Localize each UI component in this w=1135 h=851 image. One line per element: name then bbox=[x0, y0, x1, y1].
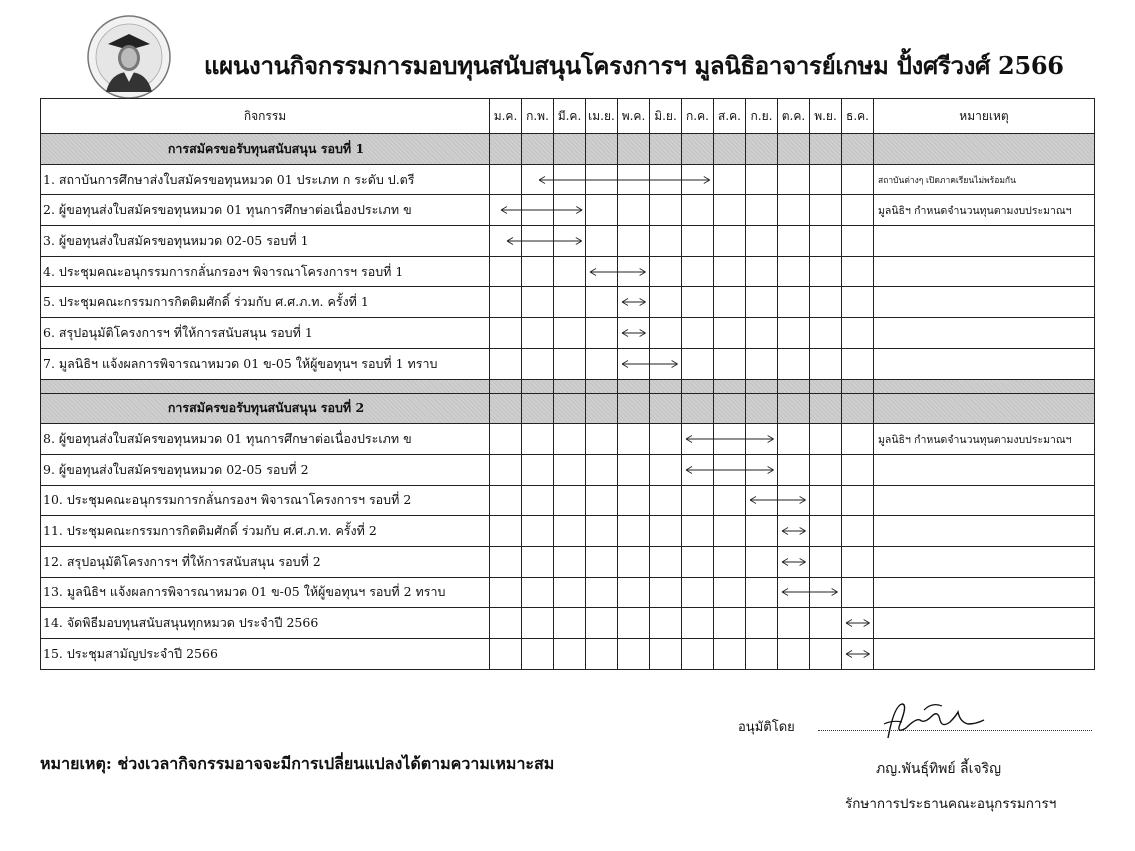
month-cell bbox=[714, 516, 746, 547]
month-header: มิ.ย. bbox=[650, 99, 682, 134]
month-cell bbox=[714, 164, 746, 195]
month-cell bbox=[746, 485, 778, 516]
section-title: การสมัครขอรับทุนสนับสนุน รอบที่ 2 bbox=[41, 393, 490, 424]
month-cell bbox=[650, 577, 682, 608]
month-cell bbox=[842, 256, 874, 287]
month-cell bbox=[586, 577, 618, 608]
month-cell bbox=[554, 195, 586, 226]
month-cell bbox=[490, 256, 522, 287]
gap-cell bbox=[650, 379, 682, 393]
month-cell bbox=[490, 639, 522, 670]
month-cell bbox=[522, 164, 554, 195]
month-cell bbox=[714, 577, 746, 608]
month-cell bbox=[714, 256, 746, 287]
month-cell bbox=[586, 393, 618, 424]
activity-column-header: กิจกรรม bbox=[41, 99, 490, 134]
month-cell bbox=[586, 134, 618, 165]
month-cell bbox=[586, 348, 618, 379]
month-cell bbox=[714, 546, 746, 577]
month-cell bbox=[842, 287, 874, 318]
month-cell bbox=[490, 546, 522, 577]
month-cell bbox=[778, 348, 810, 379]
month-cell bbox=[618, 195, 650, 226]
month-cell bbox=[522, 577, 554, 608]
month-cell bbox=[554, 516, 586, 547]
table-body bbox=[41, 134, 1095, 670]
month-cell bbox=[778, 256, 810, 287]
gap-cell bbox=[842, 379, 874, 393]
footnote-remark: หมายเหตุ: ช่วงเวลากิจกรรมอาจจะมีการเปลี่ยนแปลงได้ตามความเหมาะสม bbox=[40, 754, 555, 773]
month-cell bbox=[746, 454, 778, 485]
gap-cell bbox=[41, 379, 490, 393]
month-cell bbox=[842, 577, 874, 608]
month-cell bbox=[842, 393, 874, 424]
activity-label: 4. ประชุมคณะอนุกรรมการกลั่นกรองฯ พิจารณาโครงการฯ รอบที่ 1 bbox=[41, 256, 490, 287]
month-cell bbox=[682, 424, 714, 455]
month-cell bbox=[618, 256, 650, 287]
month-cell bbox=[810, 639, 842, 670]
month-cell bbox=[778, 393, 810, 424]
month-cell bbox=[586, 546, 618, 577]
signer-name: ภญ.พันธุ์ทิพย์ ลี้เจริญ bbox=[876, 761, 1002, 777]
remark-cell bbox=[874, 256, 1095, 287]
month-cell bbox=[618, 546, 650, 577]
month-cell bbox=[714, 485, 746, 516]
table-row bbox=[41, 424, 1095, 455]
month-cell bbox=[490, 348, 522, 379]
month-cell bbox=[618, 348, 650, 379]
month-cell bbox=[586, 164, 618, 195]
month-cell bbox=[746, 424, 778, 455]
month-header: ก.ย. bbox=[746, 99, 778, 134]
activity-label: 6. สรุปอนุมัติโครงการฯ ที่ให้การสนับสนุน รอบที่ 1 bbox=[41, 318, 490, 349]
month-cell bbox=[490, 485, 522, 516]
activity-label: 8. ผู้ขอทุนส่งใบสมัครขอทุนหมวด 01 ทุนการศึกษาต่อเนื่องประเภท ข bbox=[41, 424, 490, 455]
month-cell bbox=[522, 287, 554, 318]
table-row bbox=[41, 164, 1095, 195]
table-row bbox=[41, 287, 1095, 318]
month-header: ต.ค. bbox=[778, 99, 810, 134]
month-cell bbox=[522, 546, 554, 577]
month-cell bbox=[778, 164, 810, 195]
month-cell bbox=[778, 516, 810, 547]
month-cell bbox=[490, 516, 522, 547]
month-cell bbox=[618, 577, 650, 608]
month-header: ก.พ. bbox=[522, 99, 554, 134]
table-row bbox=[41, 226, 1095, 257]
month-cell bbox=[778, 454, 810, 485]
month-cell bbox=[650, 164, 682, 195]
month-cell bbox=[490, 608, 522, 639]
month-cell bbox=[522, 639, 554, 670]
month-cell bbox=[842, 424, 874, 455]
table-row bbox=[41, 348, 1095, 379]
activity-label: 12. สรุปอนุมัติโครงการฯ ที่ให้การสนับสนุน รอบที่ 2 bbox=[41, 546, 490, 577]
month-cell bbox=[586, 454, 618, 485]
approved-by-label: อนุมัติโดย bbox=[738, 720, 795, 735]
month-cell bbox=[554, 226, 586, 257]
month-cell bbox=[650, 639, 682, 670]
month-cell bbox=[554, 577, 586, 608]
month-cell bbox=[746, 195, 778, 226]
month-cell bbox=[618, 164, 650, 195]
month-cell bbox=[554, 393, 586, 424]
month-cell bbox=[618, 639, 650, 670]
month-cell bbox=[810, 164, 842, 195]
table-row bbox=[41, 195, 1095, 226]
remark-cell bbox=[874, 134, 1095, 165]
gap-cell bbox=[554, 379, 586, 393]
section-header-row bbox=[41, 393, 1095, 424]
month-cell bbox=[842, 516, 874, 547]
month-cell bbox=[842, 546, 874, 577]
month-cell bbox=[618, 287, 650, 318]
month-cell bbox=[522, 256, 554, 287]
month-cell bbox=[746, 318, 778, 349]
month-cell bbox=[586, 639, 618, 670]
month-cell bbox=[586, 516, 618, 547]
activity-label: 10. ประชุมคณะอนุกรรมการกลั่นกรองฯ พิจารณาโครงการฯ รอบที่ 2 bbox=[41, 485, 490, 516]
month-cell bbox=[650, 348, 682, 379]
activity-plan-table bbox=[40, 98, 1095, 670]
month-cell bbox=[618, 424, 650, 455]
month-cell bbox=[650, 454, 682, 485]
month-cell bbox=[586, 256, 618, 287]
month-cell bbox=[682, 164, 714, 195]
month-cell bbox=[842, 318, 874, 349]
section-gap-row bbox=[41, 379, 1095, 393]
remark-cell bbox=[874, 226, 1095, 257]
month-cell bbox=[842, 134, 874, 165]
month-cell bbox=[554, 164, 586, 195]
month-cell bbox=[490, 393, 522, 424]
month-cell bbox=[842, 348, 874, 379]
month-cell bbox=[554, 608, 586, 639]
month-cell bbox=[810, 195, 842, 226]
month-cell bbox=[682, 516, 714, 547]
month-cell bbox=[714, 424, 746, 455]
month-header: มี.ค. bbox=[554, 99, 586, 134]
gap-cell bbox=[714, 379, 746, 393]
table-row bbox=[41, 608, 1095, 639]
month-cell bbox=[810, 546, 842, 577]
month-cell bbox=[714, 393, 746, 424]
month-cell bbox=[746, 256, 778, 287]
month-cell bbox=[650, 226, 682, 257]
activity-label: 3. ผู้ขอทุนส่งใบสมัครขอทุนหมวด 02-05 รอบที่ 1 bbox=[41, 226, 490, 257]
remark-cell bbox=[874, 485, 1095, 516]
month-cell bbox=[810, 577, 842, 608]
remarks-column-header: หมายเหตุ bbox=[874, 99, 1095, 134]
month-cell bbox=[746, 287, 778, 318]
month-cell bbox=[554, 256, 586, 287]
month-cell bbox=[586, 424, 618, 455]
month-cell bbox=[618, 393, 650, 424]
gap-cell bbox=[682, 379, 714, 393]
month-cell bbox=[746, 226, 778, 257]
remark-cell bbox=[874, 516, 1095, 547]
month-cell bbox=[714, 287, 746, 318]
month-header: เม.ย. bbox=[586, 99, 618, 134]
month-cell bbox=[746, 164, 778, 195]
month-cell bbox=[618, 318, 650, 349]
month-cell bbox=[714, 348, 746, 379]
month-cell bbox=[810, 454, 842, 485]
month-cell bbox=[522, 608, 554, 639]
month-cell bbox=[618, 454, 650, 485]
month-cell bbox=[842, 608, 874, 639]
month-cell bbox=[682, 608, 714, 639]
handwritten-signature bbox=[880, 694, 990, 744]
activity-label: 15. ประชุมสามัญประจำปี 2566 bbox=[41, 639, 490, 670]
month-cell bbox=[682, 195, 714, 226]
month-cell bbox=[778, 639, 810, 670]
month-cell bbox=[650, 134, 682, 165]
month-cell bbox=[650, 424, 682, 455]
month-cell bbox=[682, 318, 714, 349]
month-cell bbox=[554, 546, 586, 577]
month-cell bbox=[746, 134, 778, 165]
month-cell bbox=[522, 393, 554, 424]
month-cell bbox=[650, 393, 682, 424]
month-cell bbox=[682, 134, 714, 165]
table-row bbox=[41, 256, 1095, 287]
month-cell bbox=[778, 226, 810, 257]
month-cell bbox=[778, 485, 810, 516]
month-cell bbox=[778, 577, 810, 608]
month-cell bbox=[810, 318, 842, 349]
month-cell bbox=[650, 195, 682, 226]
month-cell bbox=[714, 318, 746, 349]
month-cell bbox=[810, 485, 842, 516]
month-cell bbox=[490, 134, 522, 165]
month-header: พ.ย. bbox=[810, 99, 842, 134]
month-cell bbox=[682, 287, 714, 318]
remark-cell bbox=[874, 546, 1095, 577]
month-cell bbox=[650, 318, 682, 349]
activity-label: 5. ประชุมคณะกรรมการกิตติมศักดิ์ ร่วมกับ ศ.ศ.ภ.ท. ครั้งที่ 1 bbox=[41, 287, 490, 318]
activity-label: 1. สถาบันการศึกษาส่งใบสมัครขอทุนหมวด 01 ประเภท ก ระดับ ป.ตรี bbox=[41, 164, 490, 195]
month-cell bbox=[554, 424, 586, 455]
activity-label: 13. มูลนิธิฯ แจ้งผลการพิจารณาหมวด 01 ข-05 ให้ผู้ขอทุนฯ รอบที่ 2 ทราบ bbox=[41, 577, 490, 608]
month-cell bbox=[522, 318, 554, 349]
gap-cell bbox=[618, 379, 650, 393]
gap-cell bbox=[490, 379, 522, 393]
month-cell bbox=[490, 195, 522, 226]
month-cell bbox=[714, 454, 746, 485]
month-cell bbox=[714, 608, 746, 639]
remark-cell bbox=[874, 454, 1095, 485]
month-cell bbox=[522, 195, 554, 226]
month-cell bbox=[778, 608, 810, 639]
month-cell bbox=[842, 226, 874, 257]
remark-cell bbox=[874, 577, 1095, 608]
month-cell bbox=[522, 454, 554, 485]
month-cell bbox=[554, 287, 586, 318]
month-cell bbox=[490, 226, 522, 257]
month-cell bbox=[778, 424, 810, 455]
remark-cell bbox=[874, 639, 1095, 670]
table-header-row bbox=[41, 99, 1095, 134]
month-cell bbox=[810, 393, 842, 424]
month-cell bbox=[746, 393, 778, 424]
month-cell bbox=[746, 516, 778, 547]
month-cell bbox=[650, 516, 682, 547]
month-cell bbox=[778, 546, 810, 577]
foundation-logo bbox=[86, 14, 172, 100]
month-cell bbox=[682, 256, 714, 287]
month-cell bbox=[810, 348, 842, 379]
remark-cell: มูลนิธิฯ กำหนดจำนวนทุนตามงบประมาณฯ bbox=[874, 424, 1095, 455]
month-cell bbox=[554, 485, 586, 516]
month-cell bbox=[810, 424, 842, 455]
month-cell bbox=[522, 516, 554, 547]
month-header: ธ.ค. bbox=[842, 99, 874, 134]
month-cell bbox=[586, 485, 618, 516]
table-row bbox=[41, 577, 1095, 608]
activity-label: 11. ประชุมคณะกรรมการกิตติมศักดิ์ ร่วมกับ ศ.ศ.ภ.ท. ครั้งที่ 2 bbox=[41, 516, 490, 547]
month-cell bbox=[682, 577, 714, 608]
gap-cell bbox=[522, 379, 554, 393]
remark-cell bbox=[874, 393, 1095, 424]
month-cell bbox=[682, 226, 714, 257]
month-cell bbox=[810, 134, 842, 165]
month-cell bbox=[746, 577, 778, 608]
month-cell bbox=[554, 318, 586, 349]
month-cell bbox=[746, 348, 778, 379]
remark-cell: มูลนิธิฯ กำหนดจำนวนทุนตามงบประมาณฯ bbox=[874, 195, 1095, 226]
month-cell bbox=[682, 348, 714, 379]
month-cell bbox=[682, 639, 714, 670]
table-row bbox=[41, 454, 1095, 485]
month-cell bbox=[490, 454, 522, 485]
month-cell bbox=[746, 639, 778, 670]
month-cell bbox=[586, 195, 618, 226]
month-cell bbox=[522, 348, 554, 379]
signer-position: รักษาการประธานคณะอนุกรรมการฯ bbox=[845, 796, 1057, 812]
page-title: แผนงานกิจกรรมการมอบทุนสนับสนุนโครงการฯ มูลนิธิอาจารย์เกษม ปั้งศรีวงศ์ 2566 bbox=[204, 51, 1064, 80]
gap-cell bbox=[874, 379, 1095, 393]
month-header: ส.ค. bbox=[714, 99, 746, 134]
month-cell bbox=[714, 226, 746, 257]
month-cell bbox=[682, 546, 714, 577]
activity-label: 2. ผู้ขอทุนส่งใบสมัครขอทุนหมวด 01 ทุนการศึกษาต่อเนื่องประเภท ข bbox=[41, 195, 490, 226]
month-cell bbox=[618, 485, 650, 516]
month-cell bbox=[650, 546, 682, 577]
month-cell bbox=[714, 134, 746, 165]
section-header-row bbox=[41, 134, 1095, 165]
gap-cell bbox=[586, 379, 618, 393]
month-cell bbox=[618, 134, 650, 165]
month-cell bbox=[810, 256, 842, 287]
month-cell bbox=[714, 639, 746, 670]
month-cell bbox=[778, 134, 810, 165]
month-cell bbox=[522, 424, 554, 455]
month-cell bbox=[682, 485, 714, 516]
table-row bbox=[41, 516, 1095, 547]
remark-cell bbox=[874, 318, 1095, 349]
remark-cell bbox=[874, 287, 1095, 318]
month-cell bbox=[586, 226, 618, 257]
month-cell bbox=[714, 195, 746, 226]
month-cell bbox=[650, 608, 682, 639]
month-header: ม.ค. bbox=[490, 99, 522, 134]
remark-cell bbox=[874, 608, 1095, 639]
table-row bbox=[41, 546, 1095, 577]
month-cell bbox=[490, 424, 522, 455]
month-cell bbox=[682, 454, 714, 485]
month-cell bbox=[778, 287, 810, 318]
remark-cell bbox=[874, 348, 1095, 379]
month-cell bbox=[842, 454, 874, 485]
month-cell bbox=[778, 195, 810, 226]
activity-label: 9. ผู้ขอทุนส่งใบสมัครขอทุนหมวด 02-05 รอบที่ 2 bbox=[41, 454, 490, 485]
month-cell bbox=[746, 546, 778, 577]
month-cell bbox=[810, 287, 842, 318]
month-cell bbox=[490, 164, 522, 195]
gap-cell bbox=[746, 379, 778, 393]
month-cell bbox=[618, 516, 650, 547]
month-cell bbox=[490, 318, 522, 349]
month-cell bbox=[554, 454, 586, 485]
month-cell bbox=[810, 608, 842, 639]
month-cell bbox=[490, 577, 522, 608]
month-cell bbox=[650, 287, 682, 318]
month-cell bbox=[682, 393, 714, 424]
month-cell bbox=[842, 195, 874, 226]
activity-label: 14. จัดพิธีมอบทุนสนับสนุนทุกหมวด ประจำปี 2566 bbox=[41, 608, 490, 639]
table-row bbox=[41, 318, 1095, 349]
month-cell bbox=[618, 226, 650, 257]
month-cell bbox=[842, 164, 874, 195]
month-cell bbox=[650, 485, 682, 516]
month-cell bbox=[522, 226, 554, 257]
month-cell bbox=[746, 608, 778, 639]
month-cell bbox=[554, 134, 586, 165]
month-header: พ.ค. bbox=[618, 99, 650, 134]
gap-cell bbox=[778, 379, 810, 393]
month-cell bbox=[842, 639, 874, 670]
month-cell bbox=[618, 608, 650, 639]
activity-label: 7. มูลนิธิฯ แจ้งผลการพิจารณาหมวด 01 ข-05 ให้ผู้ขอทุนฯ รอบที่ 1 ทราบ bbox=[41, 348, 490, 379]
section-title: การสมัครขอรับทุนสนับสนุน รอบที่ 1 bbox=[41, 134, 490, 165]
month-cell bbox=[554, 348, 586, 379]
table-row bbox=[41, 485, 1095, 516]
month-header: ก.ค. bbox=[682, 99, 714, 134]
remark-cell: สถาบันต่างๆ เปิดภาคเรียนไม่พร้อมกัน bbox=[874, 164, 1095, 195]
month-cell bbox=[810, 516, 842, 547]
month-cell bbox=[554, 639, 586, 670]
table-row bbox=[41, 639, 1095, 670]
month-cell bbox=[650, 256, 682, 287]
month-cell bbox=[586, 318, 618, 349]
month-cell bbox=[490, 287, 522, 318]
month-cell bbox=[842, 485, 874, 516]
month-cell bbox=[522, 134, 554, 165]
month-cell bbox=[810, 226, 842, 257]
month-cell bbox=[586, 287, 618, 318]
month-cell bbox=[586, 608, 618, 639]
month-cell bbox=[778, 318, 810, 349]
gap-cell bbox=[810, 379, 842, 393]
month-cell bbox=[522, 485, 554, 516]
